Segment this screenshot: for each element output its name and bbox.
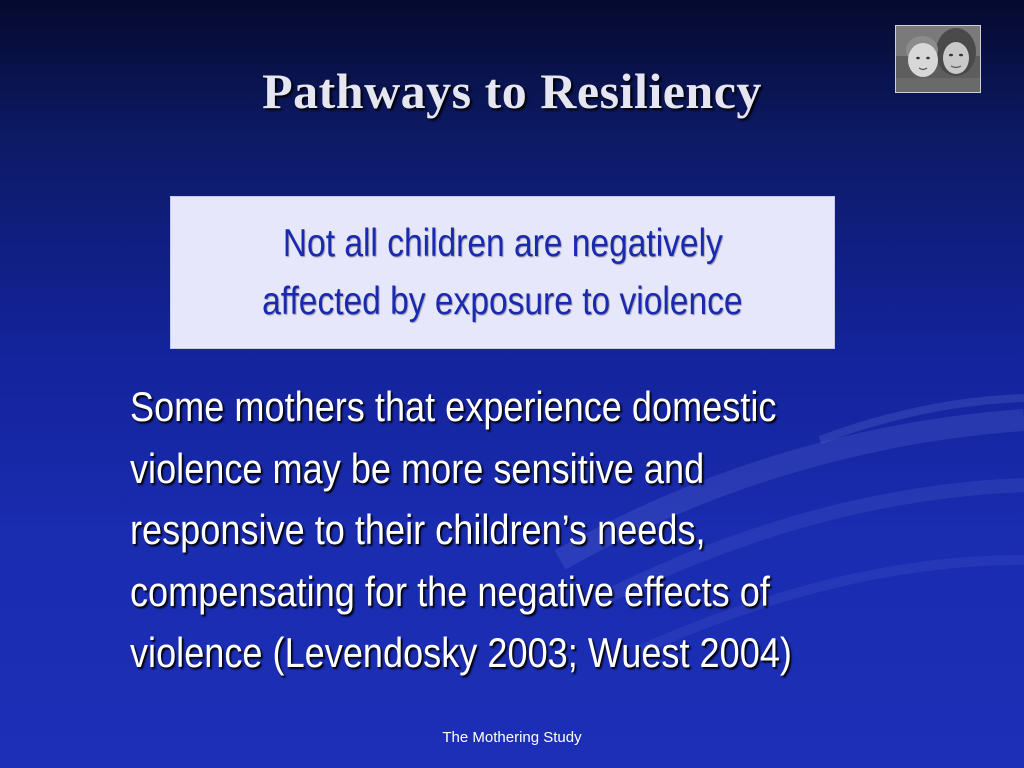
callout-line: affected by exposure to violence [262,279,743,323]
body-line: violence (Levendosky 2003; Wuest 2004) [130,629,792,676]
body-line: compensating for the negative effects of [130,567,770,615]
callout-line: Not all children are negatively [282,221,723,265]
body-line: Some mothers that experience domestic [130,383,777,430]
slide-title: Pathways to Resiliency [262,63,762,119]
footer-text: The Mothering Study [442,729,582,746]
body-line: responsive to their children’s needs, [130,506,706,553]
photo-illustration [896,26,980,92]
mother-child-photo-icon [895,25,981,93]
callout-box [170,196,835,349]
body-paragraph [130,376,1010,684]
body-line: violence may be more sensitive and [130,444,705,492]
